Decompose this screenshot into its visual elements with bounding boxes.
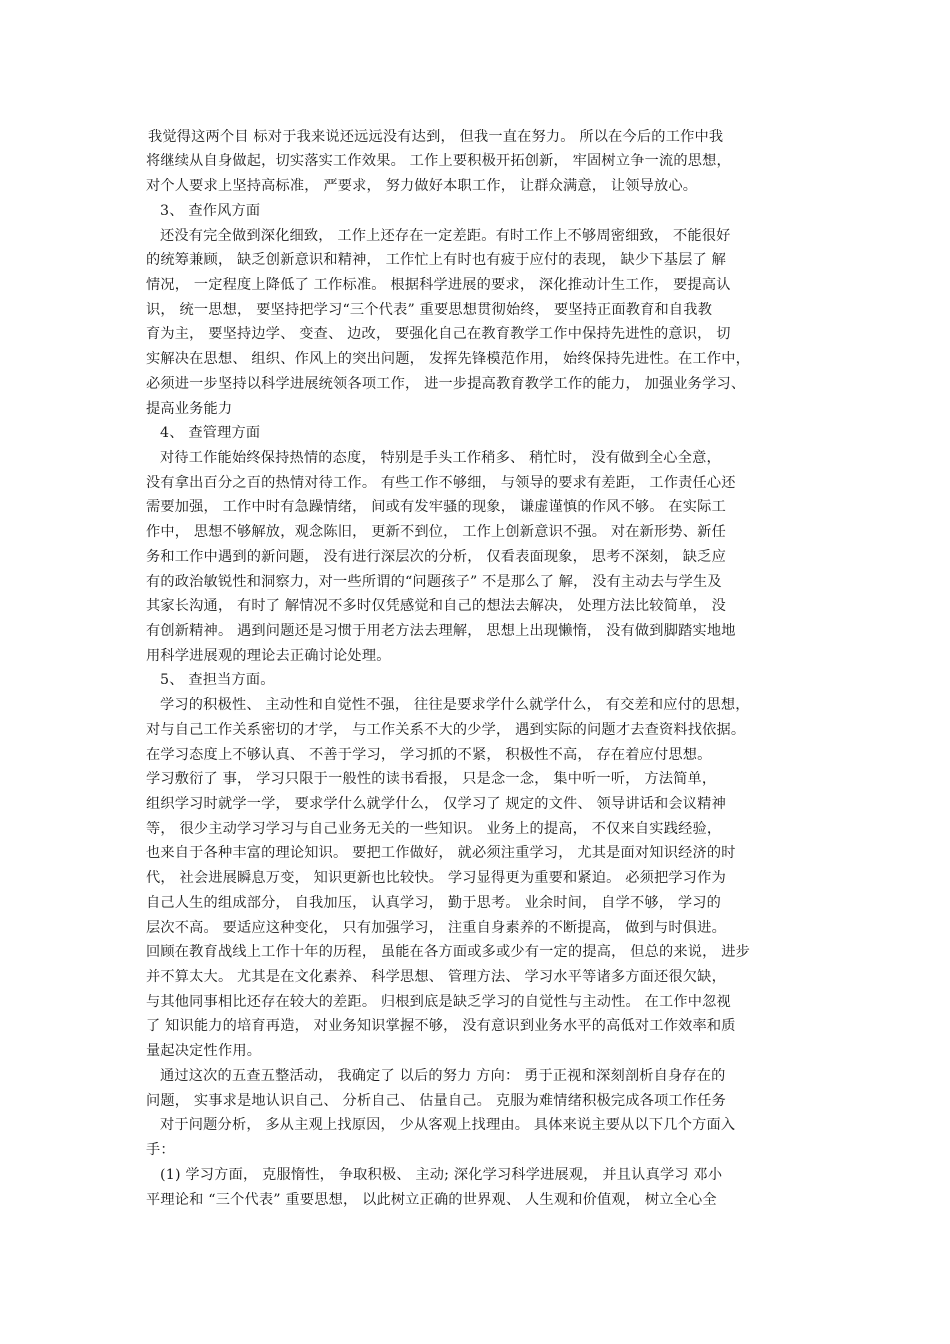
text-line: 将继续从自身做起，切实落实工作效果。 工作上要积极开拓创新， 牢固树立争一流的思想， bbox=[146, 153, 731, 169]
section-heading: 5、 查担当方面。 bbox=[160, 672, 275, 688]
text-line: 有创新精神。 遇到问题还是习惯于用老方法去理解， 思想上出现懒惰， 没有做到脚踏实地地 bbox=[146, 623, 736, 639]
text-line: 组织学习时就学一学， 要求学什么就学什么， 仅学习了 规定的文件、 领导讲话和会议精神 bbox=[146, 796, 726, 812]
text-line: 实解决在思想、 组织、作风上的突出问题， 发挥先锋模范作用， 始终保持先进性。在工作中， bbox=[146, 351, 751, 367]
text-line: 的统筹兼顾， 缺乏创新意识和精神， 工作忙上有时也有疲于应付的表现， 缺少下基层了 解 bbox=[146, 252, 726, 268]
text-line: 手： bbox=[146, 1142, 175, 1158]
text-line: 情况， 一定程度上降低了 工作标准。 根据科学进展的要求， 深化推动计生工作， 要提高认 bbox=[146, 277, 731, 293]
text-line: 其家长沟通， 有时了 解情况不多时仅凭感觉和自己的想法去解决， 处理方法比较简单， 没 bbox=[146, 598, 726, 614]
text-line: 用科学进展观的理论去正确讨论处理。 bbox=[146, 648, 391, 664]
text-line: 通过这次的五查五整活动， 我确定了 以后的努力 方向： 勇于正视和深刻剖析自身存在的 bbox=[160, 1068, 726, 1084]
text-line: 对与自己工作关系密切的才学， 与工作关系不大的少学， 遇到实际的问题才去查资料找依据。 bbox=[146, 722, 746, 738]
text-line: 自己人生的组成部分， 自我加压， 认真学习， 勤于思考。 业余时间， 自学不够， 学习的 bbox=[146, 895, 721, 911]
text-line: 作中， 思想不够解放，观念陈旧， 更新不到位， 工作上创新意识不强。 对在新形势、新任 bbox=[146, 524, 726, 540]
text-line: (1) 学习方面， 克服惰性， 争取积极、 主动; 深化学习科学进展观， 并且认真学习 邓小 bbox=[160, 1167, 723, 1183]
text-line: 没有拿出百分之百的热情对待工作。 有些工作不够细， 与领导的要求有差距， 工作责任心还 bbox=[146, 475, 736, 491]
text-line: 等， 很少主动学习学习与自己业务无关的一些知识。 业务上的提高， 不仅来自实践经验， bbox=[146, 821, 722, 837]
text-line: 学习的积极性、 主动性和自觉性不强， 往往是要求学什么就学什么， 有交差和应付的思想， bbox=[160, 697, 750, 713]
text-line: 代， 社会进展瞬息万变， 知识更新也比较快。 学习显得更为重要和紧迫。 必须把学习作为 bbox=[146, 870, 726, 886]
text-line: 对待工作能始终保持热情的态度， 特别是手头工作稍多、 稍忙时， 没有做到全心全意， bbox=[160, 450, 721, 466]
text-line: 我觉得这两个目 标对于我来说还远远没有达到， 但我一直在努力。 所以在今后的工作中我 bbox=[148, 129, 724, 145]
text-line: 问题， 实事求是地认识自己、 分析自己、 估量自己。 克服为难情绪积极完成各项工作任务 bbox=[146, 1093, 726, 1109]
text-line: 了 知识能力的培育再造， 对业务知识掌握不够， 没有意识到业务水平的高低对工作效率和质 bbox=[146, 1018, 736, 1034]
text-line: 在学习态度上不够认真、 不善于学习， 学习抓的不紧， 积极性不高， 存在着应付思想。 bbox=[146, 747, 712, 763]
section-heading: 3、 查作风方面 bbox=[160, 203, 261, 219]
text-line: 并不算太大。 尤其是在文化素养、 科学思想、 管理方法、 学习水平等诸多方面还很欠缺， bbox=[146, 969, 726, 985]
text-line: 识， 统一思想， 要坚持把学习“三个代表” 重要思想贯彻始终， 要坚持正面教育和自我教 bbox=[146, 302, 713, 318]
text-line: 还没有完全做到深化细致， 工作上还存在一定差距。有时工作上不够周密细致， 不能很好 bbox=[160, 228, 731, 244]
section-heading: 4、 查管理方面 bbox=[160, 425, 261, 441]
text-line: 对个人要求上坚持高标准， 严要求， 努力做好本职工作， 让群众满意， 让领导放心。 bbox=[146, 178, 698, 194]
text-line: 需要加强， 工作中时有急躁情绪， 间或有发牢骚的现象， 谦虚谨慎的作风不够。 在实际工 bbox=[146, 499, 726, 515]
text-line: 必须进一步坚持以科学进展统领各项工作， 进一步提高教育教学工作的能力， 加强业务学习、 bbox=[146, 376, 746, 392]
text-line: 有的政治敏锐性和洞察力，对一些所谓的“问题孩子” 不是那么了 解， 没有主动去与学生及 bbox=[146, 574, 722, 590]
text-line: 提高业务能力 bbox=[146, 401, 233, 417]
text-line: 学习敷衍了 事， 学习只限于一般性的读书看报， 只是念一念， 集中听一听， 方法简单， bbox=[146, 771, 717, 787]
text-line: 育为主， 要坚持边学、 变查、 边改， 要强化自己在教育教学工作中保持先进性的意识， 切 bbox=[146, 326, 731, 342]
text-line: 量起决定性作用。 bbox=[146, 1043, 262, 1059]
text-line: 层次不高。 要适应这种变化， 只有加强学习， 注重自身素养的不断提高， 做到与时俱进。 bbox=[146, 920, 726, 936]
text-line: 与其他同事相比还存在较大的差距。 归根到底是缺乏学习的自觉性与主动性。 在工作中忽视 bbox=[146, 994, 731, 1010]
text-line: 平理论和 “三个代表” 重要思想， 以此树立正确的世界观、 人生观和价值观， 树立全心全 bbox=[146, 1192, 717, 1208]
text-line: 回顾在教育战线上工作十年的历程， 虽能在各方面或多或少有一定的提高， 但总的来说， 进步 bbox=[146, 944, 751, 960]
text-line: 务和工作中遇到的新问题， 没有进行深层次的分析， 仅看表面现象， 思考不深刻， 缺乏应 bbox=[146, 549, 726, 565]
text-line: 对于问题分析， 多从主观上找原因， 少从客观上找理由。 具体来说主要从以下几个方面入 bbox=[160, 1117, 736, 1133]
text-line: 也来自于各种丰富的理论知识。 要把工作做好， 就必须注重学习， 尤其是面对知识经济的时 bbox=[146, 845, 736, 861]
